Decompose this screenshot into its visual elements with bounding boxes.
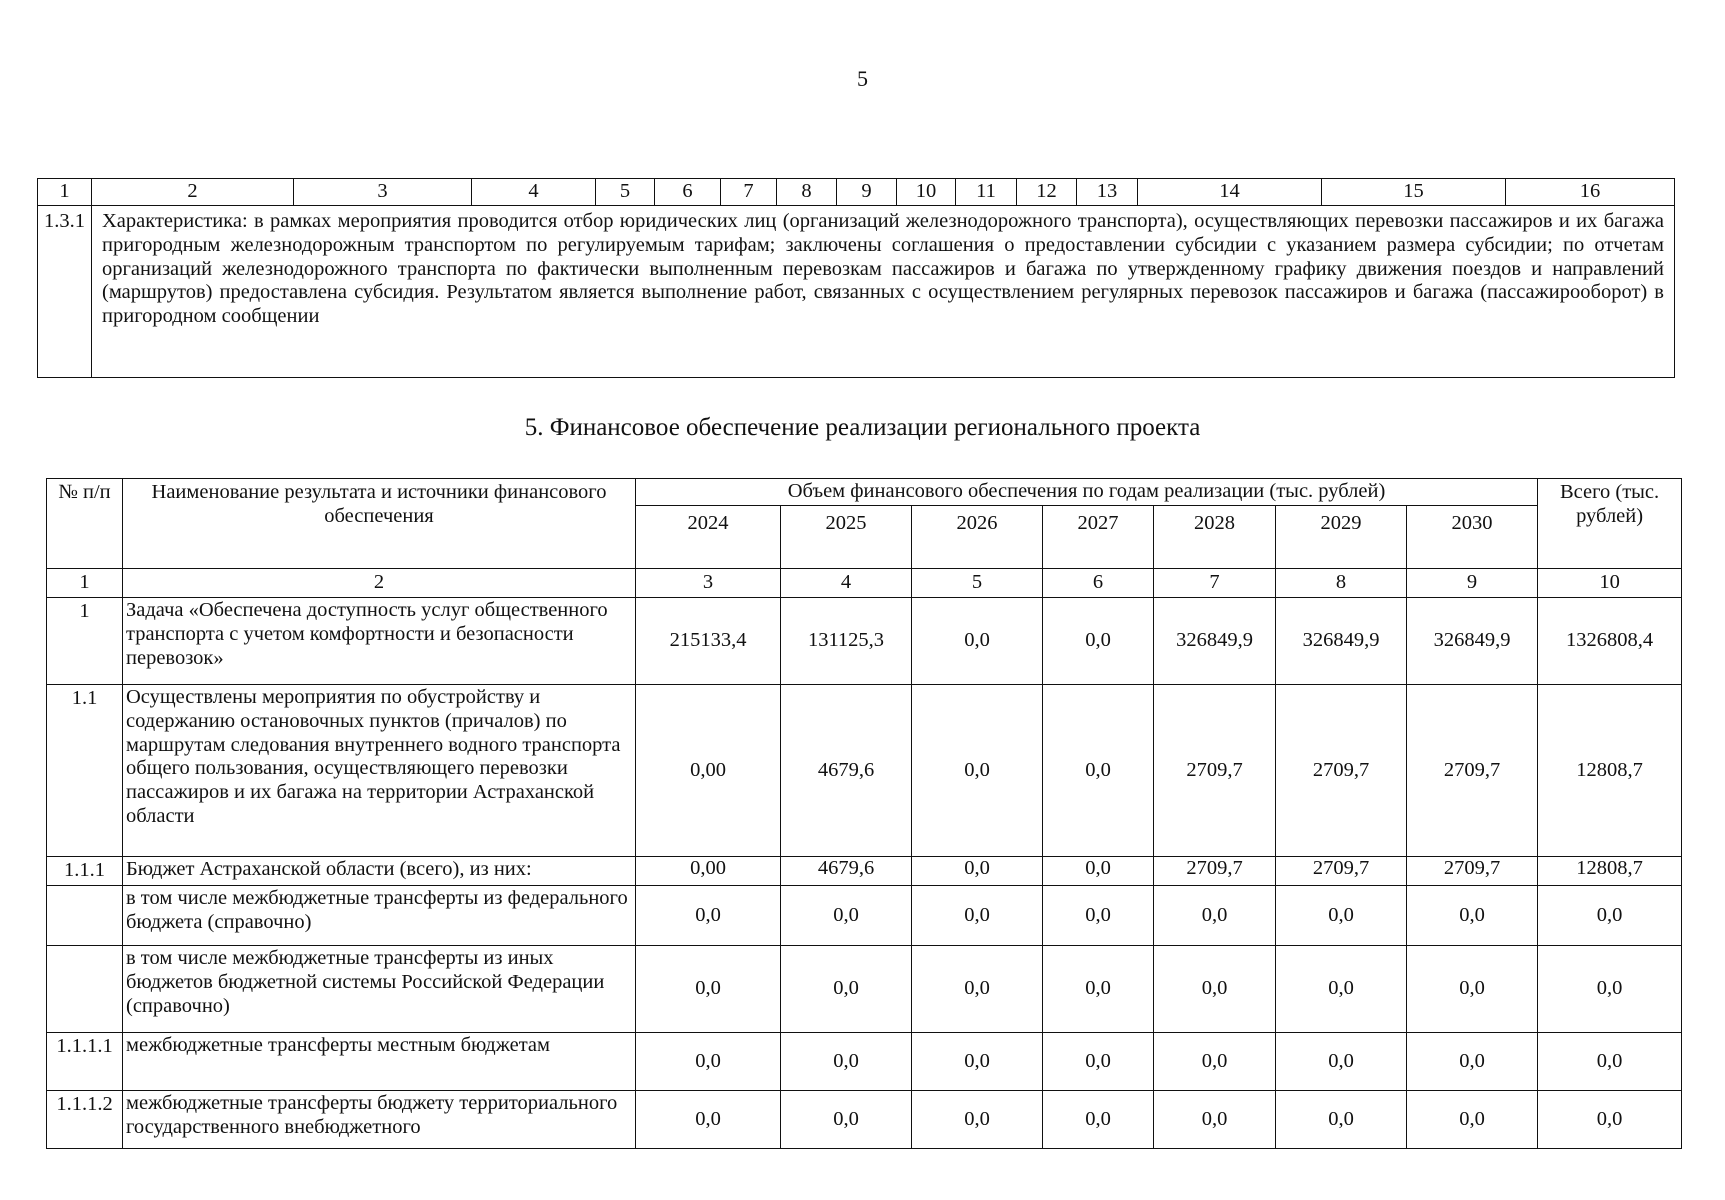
- value-2026: 0,0: [912, 1091, 1043, 1149]
- column-number: 2: [123, 569, 636, 598]
- value-2026: 0,0: [912, 857, 1043, 886]
- value-2027: 0,0: [1043, 1091, 1154, 1149]
- column-number: 6: [655, 179, 721, 206]
- value-2029: 0,0: [1276, 886, 1407, 946]
- column-number: 6: [1043, 569, 1154, 598]
- value-2030: 0,0: [1407, 1033, 1538, 1091]
- column-number: 5: [912, 569, 1043, 598]
- column-number: 4: [781, 569, 912, 598]
- value-2029: 0,0: [1276, 1091, 1407, 1149]
- column-number: 16: [1506, 179, 1675, 206]
- column-number: 8: [1276, 569, 1407, 598]
- column-number: 3: [294, 179, 472, 206]
- value-2026: 0,0: [912, 1033, 1043, 1091]
- value-2027: 0,0: [1043, 685, 1154, 857]
- value-2027: 0,0: [1043, 598, 1154, 685]
- column-number: 4: [472, 179, 596, 206]
- value-2024: 0,0: [636, 1091, 781, 1149]
- value-2027: 0,0: [1043, 857, 1154, 886]
- row-number: [47, 946, 123, 1033]
- row-name: Бюджет Астраханской области (всего), из них:: [123, 857, 636, 886]
- value-2027: 0,0: [1043, 1033, 1154, 1091]
- column-number: 12: [1017, 179, 1077, 206]
- value-2030: 0,0: [1407, 946, 1538, 1033]
- value-2029: 326849,9: [1276, 598, 1407, 685]
- column-number: 10: [1538, 569, 1682, 598]
- header-year: 2025: [781, 506, 912, 569]
- table-row: [47, 685, 1682, 857]
- value-2026: 0,0: [912, 886, 1043, 946]
- value-2025: 0,0: [781, 1091, 912, 1149]
- characteristic-row: [38, 206, 1675, 378]
- header-number: № п/п: [47, 479, 123, 569]
- value-2026: 0,0: [912, 946, 1043, 1033]
- value-2028: 2709,7: [1154, 857, 1276, 886]
- value-2024: 0,0: [636, 946, 781, 1033]
- value-2025: 4679,6: [781, 685, 912, 857]
- row-number: 1: [47, 598, 123, 685]
- value-2029: 2709,7: [1276, 857, 1407, 886]
- header-name: Наименование результата и источники финансового обеспечения: [123, 479, 636, 569]
- value-2025: 0,0: [781, 946, 912, 1033]
- characteristics-table: [37, 178, 1675, 378]
- value-total: 12808,7: [1538, 857, 1682, 886]
- column-number: 2: [92, 179, 294, 206]
- value-2030: 2709,7: [1407, 685, 1538, 857]
- header-year: 2029: [1276, 506, 1407, 569]
- row-number: 1.1.1: [47, 857, 123, 886]
- row-name: межбюджетные трансферты местным бюджетам: [123, 1033, 636, 1091]
- column-number: 1: [38, 179, 92, 206]
- column-number: 9: [1407, 569, 1538, 598]
- column-number: 7: [721, 179, 777, 206]
- value-2028: 0,0: [1154, 1091, 1276, 1149]
- row-number: 1.1: [47, 685, 123, 857]
- value-2025: 0,0: [781, 886, 912, 946]
- value-2024: 215133,4: [636, 598, 781, 685]
- value-total: 1326808,4: [1538, 598, 1682, 685]
- table-row: [47, 886, 1682, 946]
- column-number: 13: [1077, 179, 1138, 206]
- value-total: 0,0: [1538, 1091, 1682, 1149]
- value-2028: 0,0: [1154, 886, 1276, 946]
- row-name: в том числе межбюджетные трансферты из иных бюджетов бюджетной системы Российской Федерации (справочно): [123, 946, 636, 1033]
- value-2030: 0,0: [1407, 886, 1538, 946]
- header-year: 2024: [636, 506, 781, 569]
- row-number: 1.3.1: [38, 206, 92, 378]
- value-2028: 326849,9: [1154, 598, 1276, 685]
- column-number-row: [47, 569, 1682, 598]
- value-2025: 0,0: [781, 1033, 912, 1091]
- value-2030: 0,0: [1407, 1091, 1538, 1149]
- value-2029: 0,0: [1276, 1033, 1407, 1091]
- column-number: 10: [897, 179, 956, 206]
- value-2029: 2709,7: [1276, 685, 1407, 857]
- value-2024: 0,0: [636, 1033, 781, 1091]
- page-number: 5: [857, 66, 868, 91]
- value-2027: 0,0: [1043, 946, 1154, 1033]
- column-number: 11: [956, 179, 1017, 206]
- row-number: 1.1.1.2: [47, 1091, 123, 1149]
- row-name: Осуществлены мероприятия по обустройству и содержанию остановочных пунктов (причалов) по маршрутам следования внутреннего водного транспорта общего пользования, осуществляющего перевозки пассажиров и их багажа на территории Астраханской области: [123, 685, 636, 857]
- column-number: 14: [1138, 179, 1322, 206]
- row-number: 1.1.1.1: [47, 1033, 123, 1091]
- row-name: межбюджетные трансферты бюджету территориального государственного внебюджетного: [123, 1091, 636, 1149]
- section-title: 5. Финансовое обеспечение реализации регионального проекта: [524, 414, 1201, 441]
- header-years-group: Объем финансового обеспечения по годам реализации (тыс. рублей): [636, 479, 1538, 506]
- value-total: 12808,7: [1538, 685, 1682, 857]
- header-year: 2030: [1407, 506, 1538, 569]
- value-2028: 2709,7: [1154, 685, 1276, 857]
- column-number: 9: [837, 179, 897, 206]
- column-number: 3: [636, 569, 781, 598]
- value-2025: 4679,6: [781, 857, 912, 886]
- column-number: 7: [1154, 569, 1276, 598]
- value-2024: 0,00: [636, 685, 781, 857]
- table-row: [47, 1091, 1682, 1149]
- value-2029: 0,0: [1276, 946, 1407, 1033]
- column-number: 1: [47, 569, 123, 598]
- column-number: 5: [596, 179, 655, 206]
- header-row: [47, 479, 1682, 506]
- value-2030: 2709,7: [1407, 857, 1538, 886]
- table-row: [47, 946, 1682, 1033]
- header-year: 2028: [1154, 506, 1276, 569]
- value-2028: 0,0: [1154, 946, 1276, 1033]
- financing-table: [46, 478, 1682, 1149]
- header-total: Всего (тыс. рублей): [1538, 479, 1682, 569]
- column-number-row: [38, 179, 1675, 206]
- value-2026: 0,0: [912, 685, 1043, 857]
- row-number: [47, 886, 123, 946]
- column-number: 15: [1322, 179, 1506, 206]
- row-name: Задача «Обеспечена доступность услуг общественного транспорта с учетом комфортности и безопасности перевозок»: [123, 598, 636, 685]
- value-2025: 131125,3: [781, 598, 912, 685]
- value-total: 0,0: [1538, 1033, 1682, 1091]
- table-row: [47, 598, 1682, 685]
- value-total: 0,0: [1538, 946, 1682, 1033]
- table-row: [47, 1033, 1682, 1091]
- row-name: в том числе межбюджетные трансферты из федерального бюджета (справочно): [123, 886, 636, 946]
- value-total: 0,0: [1538, 886, 1682, 946]
- value-2030: 326849,9: [1407, 598, 1538, 685]
- value-2027: 0,0: [1043, 886, 1154, 946]
- characteristic-text: Характеристика: в рамках мероприятия проводится отбор юридических лиц (организаций железнодорожного транспорта), осуществляющих перевозки пассажиров и их багажа пригородным железнодорожным транспортом по регулируемым тарифам; заключены соглашения о предоставлении субсидии с указанием размера субсидии; по отчетам организаций железнодорожного транспорта по фактически выполненным перевозкам пассажиров и багажа по утвержденному графику движения поездов и направлений (маршрутов) предоставлена субсидия. Результатом является выполнение работ, связанных с осуществлением регулярных перевозок пассажиров и багажа (пассажирооборот) в пригородном сообщении: [92, 206, 1675, 378]
- column-number: 8: [777, 179, 837, 206]
- table-row: [47, 857, 1682, 886]
- value-2024: 0,00: [636, 857, 781, 886]
- header-year: 2027: [1043, 506, 1154, 569]
- header-year: 2026: [912, 506, 1043, 569]
- value-2026: 0,0: [912, 598, 1043, 685]
- value-2028: 0,0: [1154, 1033, 1276, 1091]
- value-2024: 0,0: [636, 886, 781, 946]
